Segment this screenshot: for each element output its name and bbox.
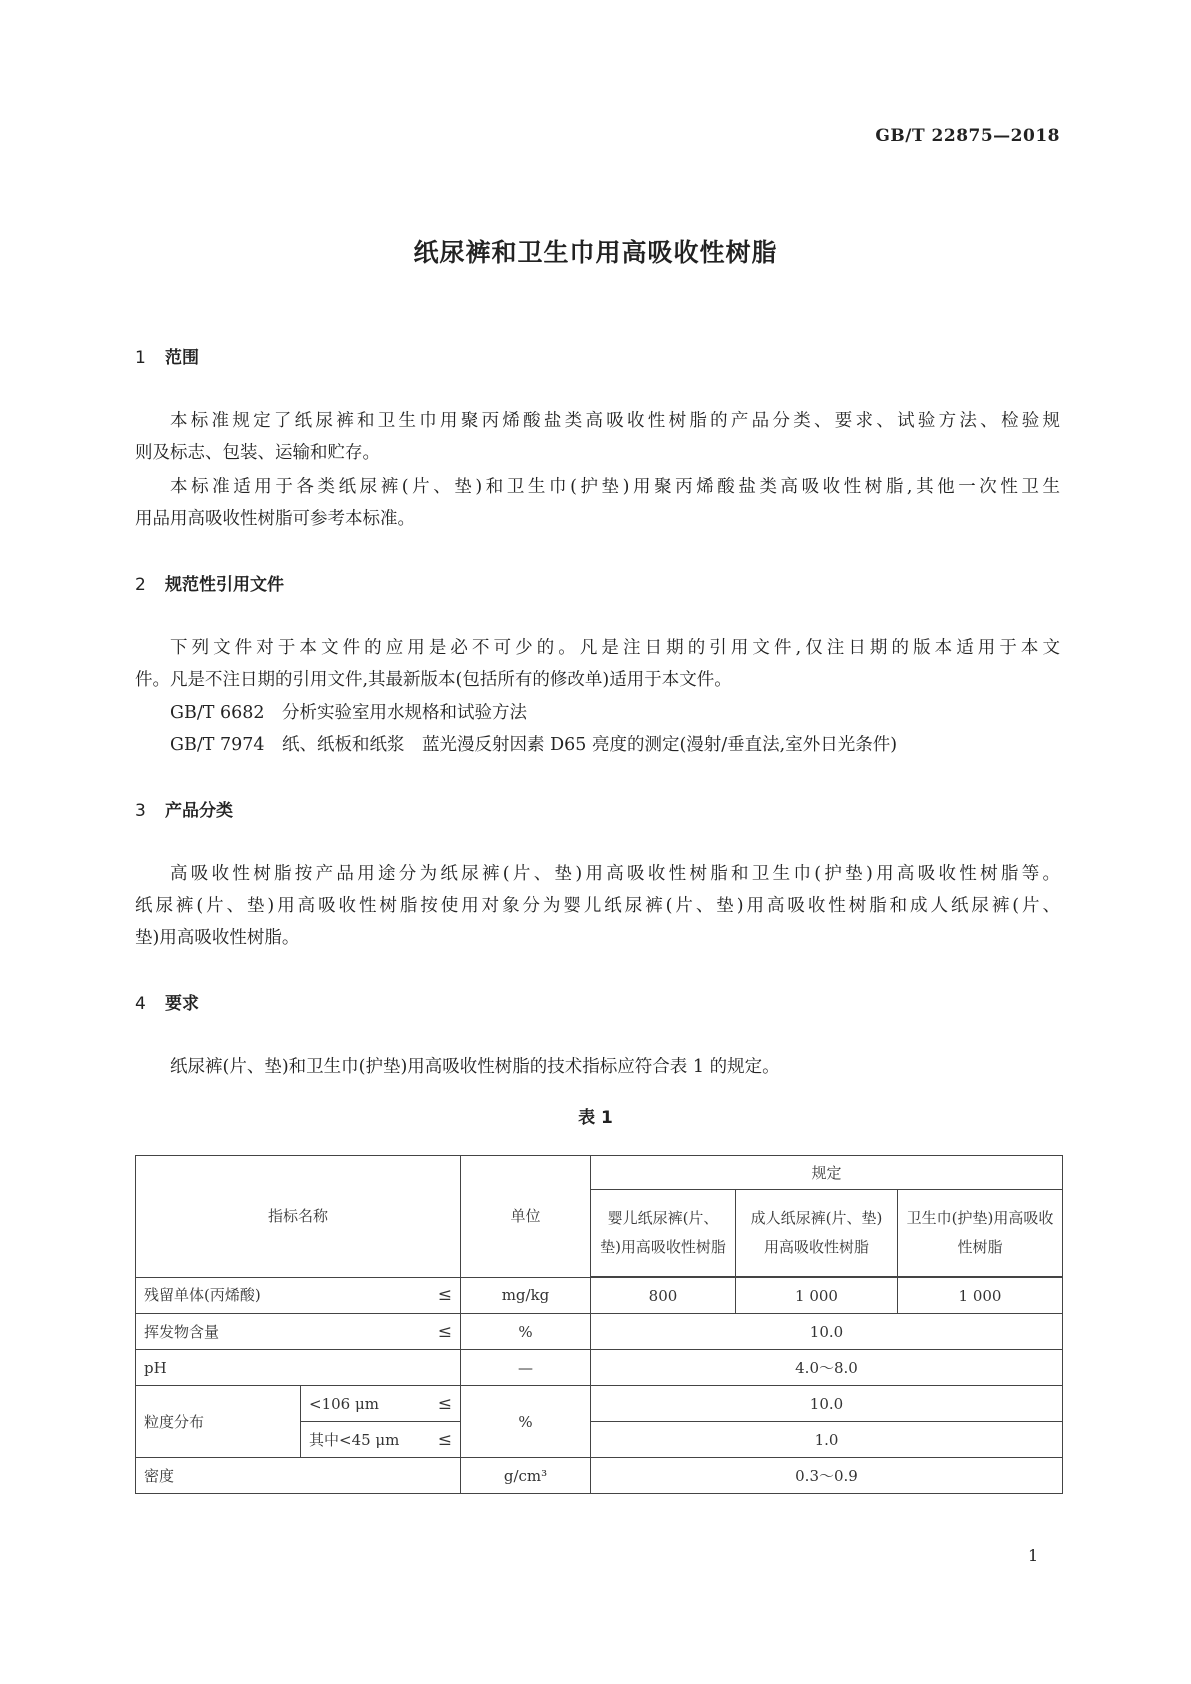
row-label: 残留单体(丙烯酸) — [144, 1286, 261, 1305]
paragraph-line: 用品用高吸收性树脂可参考本标准。 — [135, 509, 415, 529]
le-sign: ≤ — [437, 1393, 452, 1414]
table-caption: 表 1 — [578, 1108, 613, 1128]
table-row — [136, 1277, 1063, 1314]
paragraph-line: 纸尿裤(片、垫)和卫生巾(护垫)用高吸收性树脂的技术指标应符合表 1 的规定。 — [170, 1057, 780, 1077]
row-label: 密度 — [136, 1458, 461, 1494]
paragraph-line: 垫)用高吸收性树脂。 — [135, 928, 300, 948]
unit-cell: % — [461, 1314, 591, 1350]
table-cell — [301, 1386, 461, 1422]
unit-cell: mg/kg — [461, 1277, 591, 1314]
le-sign: ≤ — [437, 1285, 452, 1306]
table-cell: 范围 — [165, 348, 199, 368]
header-unit: 单位 — [461, 1156, 591, 1278]
table-cell — [136, 1314, 461, 1350]
table-row — [136, 1350, 1063, 1386]
unit-cell: g/cm³ — [461, 1458, 591, 1494]
row-label: pH — [136, 1350, 461, 1386]
reference-item — [170, 699, 527, 724]
table-row — [136, 1386, 1063, 1422]
value-cell: 800 — [591, 1277, 736, 1314]
row-label: 粒度分布 — [136, 1386, 301, 1458]
reference-item — [170, 731, 897, 756]
table-cell: GB/T 6682 — [170, 703, 265, 723]
paragraph-line: 则及标志、包装、运输和贮存。 — [135, 443, 380, 463]
section-1-heading — [135, 343, 199, 368]
row-label: 挥发物含量 — [144, 1322, 220, 1341]
paragraph-line: 高吸收性树脂按产品用途分为纸尿裤(片、垫)用高吸收性树脂和卫生巾(护垫)用高吸收性树脂等。 — [170, 864, 1060, 884]
value-cell: 10.0 — [591, 1386, 1063, 1422]
table-cell: 4 — [135, 994, 146, 1014]
table-cell — [301, 1422, 461, 1458]
table-cell: 规范性引用文件 — [165, 575, 284, 595]
header-name: 指标名称 — [136, 1156, 461, 1278]
unit-cell: % — [461, 1386, 591, 1458]
value-cell: 4.0～8.0 — [591, 1350, 1063, 1386]
spec-table — [135, 1155, 1063, 1494]
section-2-heading — [135, 570, 284, 595]
unit-cell: — — [461, 1350, 591, 1386]
header-adult: 成人纸尿裤(片、垫)用高吸收性树脂 — [736, 1190, 898, 1278]
header-baby: 婴儿纸尿裤(片、垫)用高吸收性树脂 — [591, 1190, 736, 1278]
table-row — [136, 1458, 1063, 1494]
paragraph-line: 纸尿裤(片、垫)用高吸收性树脂按使用对象分为婴儿纸尿裤(片、垫)用高吸收性树脂和成人纸尿裤(片、 — [135, 896, 1060, 916]
section-4-heading — [135, 989, 199, 1014]
table-cell: 3 — [135, 801, 146, 821]
header-sanitary: 卫生巾(护垫)用高吸收性树脂 — [898, 1190, 1063, 1278]
sub-label: 其中<45 μm — [309, 1430, 400, 1449]
standard-number: GB/T 22875—2018 — [875, 126, 1060, 146]
le-sign: ≤ — [437, 1429, 452, 1450]
table-cell: GB/T 7974 — [170, 735, 265, 755]
value-cell: 1 000 — [898, 1277, 1063, 1314]
paragraph-line: 下列文件对于本文件的应用是必不可少的。凡是注日期的引用文件,仅注日期的版本适用于本文 — [170, 638, 1060, 658]
paragraph-line: 本标准规定了纸尿裤和卫生巾用聚丙烯酸盐类高吸收性树脂的产品分类、要求、试验方法、检验规 — [170, 411, 1060, 431]
table-cell: 纸、纸板和纸浆 蓝光漫反射因素 D65 亮度的测定(漫射/垂直法,室外日光条件) — [282, 735, 898, 755]
table-row — [136, 1314, 1063, 1350]
paragraph-line: 本标准适用于各类纸尿裤(片、垫)和卫生巾(护垫)用聚丙烯酸盐类高吸收性树脂,其他一次性卫生 — [170, 477, 1060, 497]
paragraph-line: 件。凡是不注日期的引用文件,其最新版本(包括所有的修改单)适用于本文件。 — [135, 670, 732, 690]
section-3-heading — [135, 796, 233, 821]
table-cell: 分析实验室用水规格和试验方法 — [282, 703, 528, 723]
table-cell: 产品分类 — [165, 801, 233, 821]
table-cell: 要求 — [165, 994, 199, 1014]
header-spec: 规定 — [591, 1156, 1063, 1190]
value-cell: 1.0 — [591, 1422, 1063, 1458]
table-cell: 1 — [135, 348, 146, 368]
value-cell: 1 000 — [736, 1277, 898, 1314]
value-cell: 0.3～0.9 — [591, 1458, 1063, 1494]
le-sign: ≤ — [437, 1321, 452, 1342]
value-cell: 10.0 — [591, 1314, 1063, 1350]
table-cell: 2 — [135, 575, 146, 595]
page-number: 1 — [1028, 1546, 1039, 1565]
document-title: 纸尿裤和卫生巾用高吸收性树脂 — [413, 238, 778, 267]
sub-label: <106 μm — [309, 1394, 379, 1413]
table-cell — [136, 1277, 461, 1314]
